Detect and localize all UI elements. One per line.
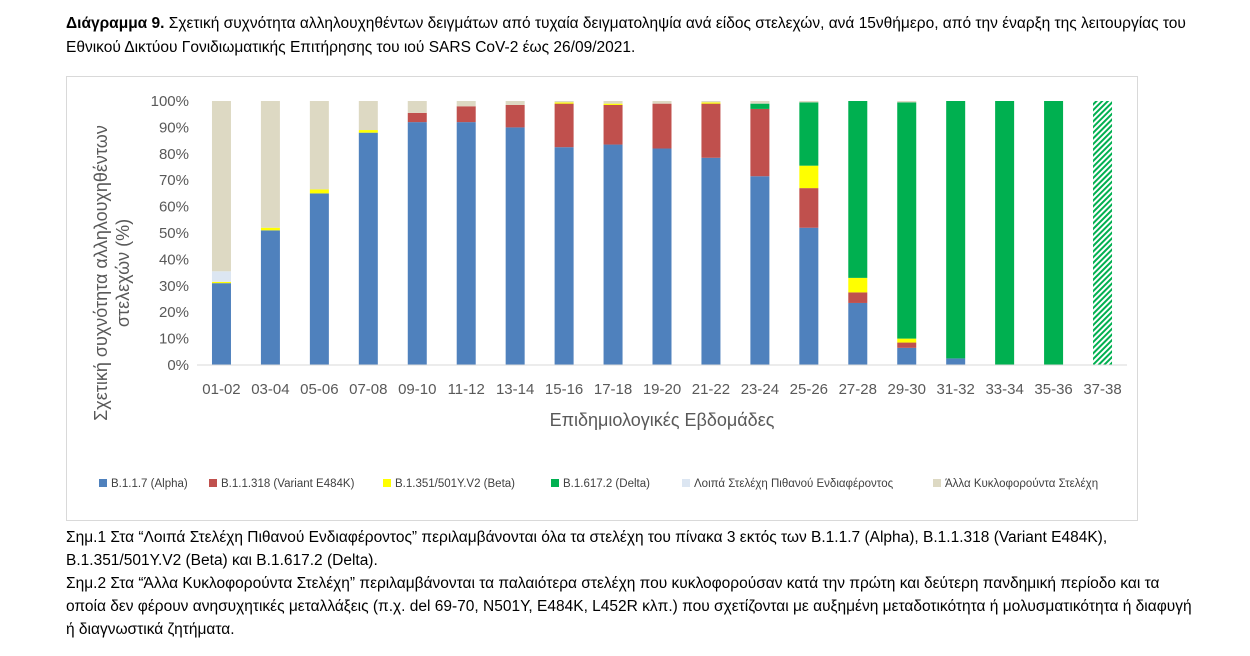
y-tick-label: 100% [150,93,189,110]
legend-label: Λοιπά Στελέχη Πιθανού Ενδιαφέροντος [694,478,894,490]
bar-segment-09-10-s0 [408,122,427,365]
bar-segment-25-26-s3 [799,102,818,165]
bar-segment-19-20-s5 [653,101,672,104]
bar-segment-03-04-s2 [261,228,280,231]
bar-segment-25-26-s1 [799,188,818,228]
bar-segment-15-16-s5 [555,101,574,102]
stacked-bar-chart [67,77,1137,520]
legend-label: Άλλα Κυκλοφορούντα Στελέχη [945,478,1099,490]
caption-label: Διάγραμμα 9. [66,15,165,32]
bar-segment-19-20-s1 [653,104,672,149]
bar-segment-05-06-s0 [310,193,329,365]
bar-segment-05-06-s2 [310,189,329,193]
bar-segment-19-20-s0 [653,149,672,365]
legend [99,478,1098,490]
x-tick-label: 23-24 [740,381,780,398]
bar-segment-15-16-s0 [555,147,574,365]
bar-segment-21-22-s2 [701,102,720,103]
bar-segment-29-30-s3 [897,102,916,338]
x-tick-label: 07-08 [349,381,388,398]
x-tick-label: 31-32 [936,381,975,398]
y-tick-label: 10% [158,330,189,348]
caption-text: Σχετική συχνότητα αλληλουχηθέντων δειγμάτων από τυχαία δειγματοληψία ανά είδος στελεχών, ανά 15νθήμερο, από την έναρξη της λειτουργίας του Εθνικού Δικτύου Γονιδιωματικής Επιτήρησης του ιού SARS CoV-2 έως 26/09/2021. [66,15,1186,56]
bar-segment-21-22-s1 [701,104,720,158]
bar-segment-17-18-s5 [604,101,623,104]
bars-group [212,101,1112,365]
legend-swatch [682,479,690,487]
bar-segment-29-30-s0 [897,348,916,365]
bar-segment-11-12-s1 [457,106,476,122]
y-tick-label: 20% [158,304,189,322]
bar-segment-27-28-s2 [848,278,867,293]
x-tick-label: 29-30 [887,381,926,398]
bar-segment-35-36-s3 [1044,101,1063,365]
x-tick-label: 35-36 [1034,381,1073,398]
bar-segment-29-30-s5 [897,101,916,102]
bar-segment-15-16-s1 [555,104,574,148]
y-axis-ticks [151,93,189,374]
legend-swatch [209,479,217,487]
bar-segment-37-38-s3 [1093,101,1112,365]
chart-area [66,76,1138,521]
x-tick-label: 01-02 [202,381,241,398]
note-1: Σημ.1 Στα “Λοιπά Στελέχη Πιθανού Ενδιαφέροντος” περιλαμβάνονται όλα τα στελέχη του πίνακα 3 εκτός των Β.1.1.7 (Alpha), B.1.1.318 (Variant E484K), B.1.351/501Y.V2 (Beta) και B.1.617.2 (Delta). [66,529,1108,569]
bar-segment-23-24-s5 [750,101,769,104]
bar-segment-11-12-s5 [457,101,476,106]
x-tick-label: 09-10 [398,381,437,398]
legend-swatch [383,479,391,487]
bar-segment-13-14-s5 [506,101,525,105]
notes-section [66,526,1196,641]
bar-segment-31-32-s0 [946,358,965,365]
bar-segment-25-26-s2 [799,166,818,188]
x-tick-label: 19-20 [642,381,682,398]
x-tick-label: 33-34 [985,381,1024,398]
bar-segment-17-18-s2 [604,104,623,105]
legend-swatch [551,479,559,487]
bar-segment-13-14-s1 [506,105,525,127]
y-tick-label: 40% [158,251,189,269]
bar-segment-27-28-s1 [848,292,867,303]
x-tick-label: 27-28 [838,381,877,398]
bar-segment-01-02-s4 [212,271,231,282]
note-2: Σημ.2 Στα “Άλλα Κυκλοφορούντα Στελέχη” περιλαμβάνονται τα παλαιότερα στελέχη που κυκλοφορούσαν κατά την πρώτη και δεύτερη πανδημική περίοδο και τα οποία δεν φέρουν ανησυχητικές μεταλλάξεις (π.χ. del 69-70, N501Y, E484K, L452R κλπ.) που σχετίζονται με αυξημένη μεταδοτικότητα ή μολυσματικότητα ή διαφυγή ή διαγνωστικά ζητήματα. [66,575,1192,638]
bar-segment-27-28-s3 [848,101,867,278]
x-tick-label: 11-12 [447,381,485,398]
y-tick-label: 30% [158,277,189,295]
bar-segment-23-24-s3 [750,104,769,109]
legend-label: B.1.1.318 (Variant E484K) [221,478,355,490]
figure-caption [66,12,1186,60]
bar-segment-21-22-s5 [701,101,720,102]
x-tick-label: 03-04 [251,381,290,398]
bar-segment-07-08-s2 [359,130,378,133]
x-tick-label: 17-18 [593,381,633,398]
bar-segment-21-22-s0 [701,158,720,365]
bar-segment-31-32-s3 [946,101,965,358]
bar-segment-15-16-s2 [555,102,574,103]
x-tick-label: 37-38 [1083,381,1122,398]
y-tick-label: 60% [158,198,189,216]
bar-segment-09-10-s5 [408,101,427,113]
x-tick-label: 13-14 [495,381,535,398]
x-axis-title: Επιδημιολογικές Εβδομάδες [549,410,775,430]
x-axis-ticks [202,381,1121,398]
bar-segment-05-06-s5 [310,101,329,189]
bar-segment-11-12-s0 [457,122,476,365]
bar-segment-25-26-s0 [799,228,818,365]
legend-label: B.1.1.7 (Alpha) [111,478,188,490]
bar-segment-17-18-s1 [604,105,623,145]
legend-swatch [933,479,941,487]
y-tick-label: 0% [167,357,189,374]
bar-segment-03-04-s0 [261,230,280,365]
bar-segment-33-34-s3 [995,101,1014,365]
bar-segment-29-30-s1 [897,343,916,348]
bar-segment-01-02-s0 [212,283,231,365]
x-tick-label: 05-06 [300,381,339,398]
y-tick-label: 90% [158,119,189,137]
x-tick-label: 21-22 [691,381,731,398]
y-tick-label: 80% [158,145,189,163]
bar-segment-23-24-s0 [750,176,769,365]
bar-segment-13-14-s0 [506,127,525,365]
y-tick-label: 70% [158,172,189,190]
bar-segment-03-04-s5 [261,101,280,228]
y-axis-title: Σχετική συχνότητα αλληλουχηθέντων στελεχών (%) [91,125,133,421]
bar-segment-01-02-s2 [212,282,231,283]
bar-segment-01-02-s5 [212,101,231,271]
bar-segment-17-18-s0 [604,145,623,365]
x-tick-label: 15-16 [544,381,584,398]
x-tick-label: 25-26 [789,381,829,398]
bar-segment-25-26-s5 [799,101,818,102]
bar-segment-07-08-s5 [359,101,378,130]
bar-segment-09-10-s1 [408,113,427,122]
legend-swatch [99,479,107,487]
bar-segment-29-30-s2 [897,339,916,343]
y-tick-label: 50% [158,225,189,242]
bar-segment-27-28-s0 [848,303,867,365]
bar-segment-23-24-s1 [750,109,769,176]
legend-label: B.1.351/501Y.V2 (Beta) [395,478,515,490]
bar-segment-07-08-s0 [359,133,378,365]
legend-label: B.1.617.2 (Delta) [563,478,650,490]
